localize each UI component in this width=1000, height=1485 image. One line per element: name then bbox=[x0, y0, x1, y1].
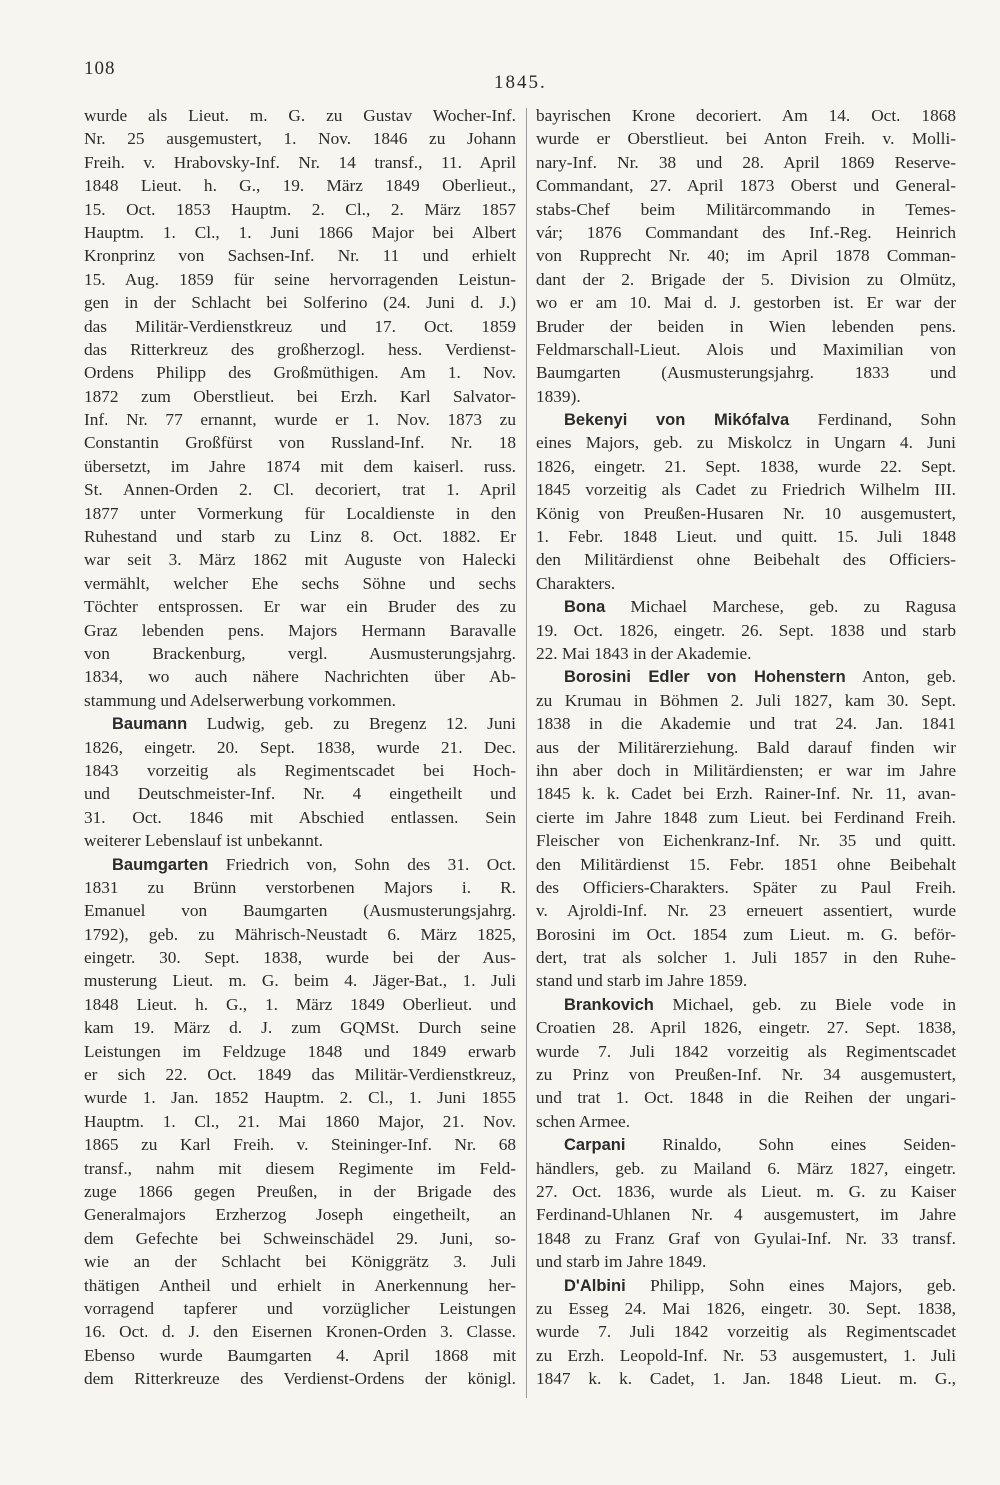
text-line bbox=[536, 736, 956, 759]
left-text-column bbox=[84, 104, 516, 1390]
text-line bbox=[84, 338, 516, 361]
text-line bbox=[536, 829, 956, 852]
text-line bbox=[536, 1227, 956, 1250]
line-text: gen in der Schlacht bei Solferino (24. Juni d. J.) bbox=[84, 293, 516, 313]
line-text: den Militärdienst 15. Febr. 1851 ohne Beibehalt bbox=[536, 854, 956, 874]
text-line bbox=[84, 268, 516, 291]
text-line bbox=[536, 361, 956, 384]
text-line bbox=[536, 1320, 956, 1343]
text-line bbox=[84, 1063, 516, 1086]
line-text: wurde 7. Juli 1842 vorzeitig als Regimentscadet bbox=[536, 1322, 956, 1342]
right-text-column bbox=[536, 104, 956, 1390]
text-line bbox=[84, 525, 516, 548]
line-text: ihn aber doch in Militärdiensten; er war im Jahre bbox=[536, 760, 956, 780]
text-line bbox=[536, 782, 956, 805]
text-line bbox=[536, 712, 956, 735]
text-line bbox=[84, 1203, 516, 1226]
line-text: zu Esseg 24. Mai 1826, eingetr. 30. Sept. 1838, bbox=[536, 1298, 956, 1318]
line-text: 22. Mai 1843 in der Akademie. bbox=[536, 643, 752, 663]
text-line bbox=[84, 478, 516, 501]
line-text: Nr. 25 ausgemustert, 1. Nov. 1846 zu Johann bbox=[84, 129, 516, 149]
line-text: 1843 vorzeitig als Regimentscadet bei Hoch- bbox=[84, 760, 516, 780]
text-line bbox=[84, 1367, 516, 1390]
text-line bbox=[536, 946, 956, 969]
text-line bbox=[536, 385, 956, 408]
text-line bbox=[84, 221, 516, 244]
line-text: aus der Militärerziehung. Bald darauf finden wir bbox=[536, 737, 956, 757]
text-line bbox=[84, 619, 516, 642]
text-line bbox=[84, 1180, 516, 1203]
line-text: wurde er Oberstlieut. bei Anton Freih. v. Molli- bbox=[536, 129, 956, 149]
line-text: weiterer Lebenslauf ist unbekannt. bbox=[84, 831, 323, 851]
line-text: eingetr. 30. Sept. 1838, wurde bei der Aus- bbox=[84, 948, 516, 968]
line-text: wie an der Schlacht bei Königgrätz 3. Juli bbox=[84, 1252, 516, 1272]
line-text: Generalmajors Erzherzog Joseph eingetheilt, an bbox=[84, 1205, 516, 1225]
text-line bbox=[536, 1344, 956, 1367]
line-text: Croatien 28. April 1826, eingetr. 27. Sept. 1838, bbox=[536, 1018, 956, 1038]
line-text: das Ritterkreuz des großherzogl. hess. Verdienst- bbox=[84, 339, 516, 359]
line-text: Philipp, Sohn eines Majors, geb. bbox=[625, 1275, 956, 1295]
text-line bbox=[84, 1274, 516, 1297]
line-text: Friedrich von, Sohn des 31. Oct. bbox=[208, 854, 516, 874]
line-text: 1792), geb. zu Mährisch-Neustadt 6. März 1825, bbox=[84, 924, 516, 944]
text-line bbox=[536, 595, 956, 618]
text-line bbox=[536, 853, 956, 876]
text-line bbox=[536, 1250, 956, 1273]
text-line bbox=[536, 244, 956, 267]
text-line bbox=[536, 806, 956, 829]
line-text: Charakters. bbox=[536, 573, 616, 593]
text-line bbox=[536, 455, 956, 478]
line-text: Hauptm. 1. Cl., 21. Mai 1860 Major, 21. Nov. bbox=[84, 1111, 516, 1131]
text-line bbox=[536, 899, 956, 922]
line-text: zu Erzh. Leopold-Inf. Nr. 53 ausgemustert, 1. Juli bbox=[536, 1345, 956, 1365]
text-line bbox=[84, 899, 516, 922]
text-line bbox=[536, 619, 956, 642]
text-line bbox=[84, 853, 516, 876]
text-line bbox=[536, 1297, 956, 1320]
text-line bbox=[536, 993, 956, 1016]
page-year-heading: 1845. bbox=[494, 72, 547, 93]
line-text: 1847 k. k. Cadet, 1. Jan. 1848 Lieut. m. G., bbox=[536, 1369, 956, 1389]
text-line bbox=[84, 665, 516, 688]
entry-name: D'Albini bbox=[564, 1276, 626, 1295]
line-text: cierte im Jahre 1848 zum Lieut. bei Ferdinand Freih. bbox=[536, 807, 956, 827]
line-text: Commandant, 27. April 1873 Oberst und General- bbox=[536, 176, 956, 196]
text-line bbox=[536, 151, 956, 174]
line-text: Ferdinand, Sohn bbox=[789, 410, 956, 430]
text-line bbox=[536, 431, 956, 454]
text-line bbox=[84, 1086, 516, 1109]
line-text: 31. Oct. 1846 mit Abschied entlassen. Sein bbox=[84, 807, 516, 827]
text-line bbox=[536, 572, 956, 595]
text-line bbox=[84, 759, 516, 782]
entry-name: Bona bbox=[564, 598, 606, 617]
entry-name: Baumann bbox=[112, 715, 188, 734]
text-line bbox=[84, 1320, 516, 1343]
text-line bbox=[536, 1180, 956, 1203]
text-line bbox=[84, 174, 516, 197]
line-text: 1845 k. k. Cadet bei Erzh. Rainer-Inf. Nr. 11, avan- bbox=[536, 784, 956, 804]
line-text: 1831 zu Brünn verstorbenen Majors i. R. bbox=[84, 877, 516, 897]
line-text: 1. Febr. 1848 Lieut. und quitt. 15. Juli 1848 bbox=[536, 527, 956, 547]
text-line bbox=[84, 806, 516, 829]
line-text: dert, trat als solcher 1. Juli 1857 in den Ruhe- bbox=[536, 948, 956, 968]
line-text: stammung und Adelserwerbung vorkommen. bbox=[84, 690, 396, 710]
line-text: 1826, eingetr. 21. Sept. 1838, wurde 22. Sept. bbox=[536, 456, 956, 476]
line-text: das Militär-Verdienstkreuz und 17. Oct. 1859 bbox=[84, 316, 516, 336]
line-text: 27. Oct. 1836, wurde als Lieut. m. G. zu Kaiser bbox=[536, 1181, 956, 1201]
text-line bbox=[536, 1133, 956, 1156]
line-text: übersetzt, im Jahre 1874 mit dem kaiserl. russ. bbox=[84, 456, 516, 476]
text-line bbox=[536, 642, 956, 665]
line-text: 19. Oct. 1826, eingetr. 26. Sept. 1838 und starb bbox=[536, 620, 956, 640]
line-text: Michael, geb. zu Biele vode in bbox=[653, 994, 956, 1014]
text-line bbox=[84, 104, 516, 127]
text-line bbox=[84, 502, 516, 525]
line-text: König von Preußen-Husaren Nr. 10 ausgemustert, bbox=[536, 503, 956, 523]
line-text: von Brackenburg, vergl. Ausmusterungsjahrg. bbox=[84, 643, 516, 663]
line-text: vár; 1876 Commandant des Inf.-Reg. Heinrich bbox=[536, 222, 956, 242]
line-text: Hauptm. 1. Cl., 1. Juni 1866 Major bei Albert bbox=[84, 222, 516, 242]
line-text: wurde 7. Juli 1842 vorzeitig als Regimentscadet bbox=[536, 1041, 956, 1061]
line-text: 1848 zu Franz Graf von Gyulai-Inf. Nr. 33 transf. bbox=[536, 1228, 956, 1248]
line-text: Leistungen im Feldzuge 1848 und 1849 erwarb bbox=[84, 1041, 516, 1061]
line-text: Fleischer von Eichenkranz-Inf. Nr. 35 und quitt. bbox=[536, 831, 956, 851]
text-line bbox=[84, 736, 516, 759]
page-number: 108 bbox=[84, 58, 116, 79]
line-text: Anton, geb. bbox=[845, 667, 956, 687]
line-text: Baumgarten (Ausmusterungsjahrg. 1833 und bbox=[536, 363, 956, 383]
text-line bbox=[84, 876, 516, 899]
line-text: zu Krumau in Böhmen 2. Juli 1827, kam 30. Sept. bbox=[536, 690, 956, 710]
entry-name: Bekenyi von Mikófalva bbox=[564, 411, 790, 430]
line-text: 15. Aug. 1859 für seine hervorragenden Leistun- bbox=[84, 269, 516, 289]
line-text: und trat 1. Oct. 1848 in die Reihen der ungari- bbox=[536, 1088, 956, 1108]
text-line bbox=[84, 1040, 516, 1063]
text-line bbox=[536, 315, 956, 338]
line-text: von Rupprecht Nr. 40; im April 1878 Comman- bbox=[536, 246, 956, 266]
text-line bbox=[536, 174, 956, 197]
line-text: des Officiers-Charakters. Später zu Paul Freih. bbox=[536, 877, 956, 897]
text-line bbox=[84, 127, 516, 150]
line-text: Michael Marchese, geb. zu Ragusa bbox=[605, 597, 956, 617]
text-line bbox=[84, 244, 516, 267]
line-text: Ruhestand und starb zu Linz 8. Oct. 1882. Er bbox=[84, 527, 516, 547]
line-text: dant der 2. Brigade der 5. Division zu Olmütz, bbox=[536, 269, 956, 289]
line-text: Ferdinand-Uhlanen Nr. 4 ausgemustert, im Jahre bbox=[536, 1205, 956, 1225]
line-text: transf., nahm mit diesem Regimente im Feld- bbox=[84, 1158, 516, 1178]
line-text: 1848 Lieut. h. G., 19. März 1849 Oberlieut., bbox=[84, 176, 516, 196]
text-line bbox=[536, 104, 956, 127]
line-text: vorragend tapferer und vorzüglicher Leistungen bbox=[84, 1298, 516, 1318]
line-text: Freih. v. Hrabovsky-Inf. Nr. 14 transf., 11. April bbox=[84, 152, 516, 172]
line-text: 1826, eingetr. 20. Sept. 1838, wurde 21. Dec. bbox=[84, 737, 516, 757]
text-line bbox=[84, 291, 516, 314]
text-line bbox=[536, 1157, 956, 1180]
text-line bbox=[84, 198, 516, 221]
entry-name: Borosini Edler von Hohenstern bbox=[564, 668, 846, 687]
text-line bbox=[84, 1227, 516, 1250]
line-text: den Militärdienst ohne Beibehalt des Officiers- bbox=[536, 550, 956, 570]
text-line bbox=[84, 361, 516, 384]
line-text: bayrischen Krone decoriert. Am 14. Oct. 1868 bbox=[536, 106, 956, 125]
text-line bbox=[84, 923, 516, 946]
line-text: Kronprinz von Sachsen-Inf. Nr. 11 und erhielt bbox=[84, 246, 516, 266]
line-text: 1845 vorzeitig als Cadet zu Friedrich Wilhelm III. bbox=[536, 480, 956, 500]
text-line bbox=[84, 455, 516, 478]
text-line bbox=[536, 923, 956, 946]
column-divider bbox=[526, 108, 527, 1398]
text-line bbox=[84, 1344, 516, 1367]
line-text: Inf. Nr. 77 ernannt, wurde er 1. Nov. 1873 zu bbox=[84, 410, 516, 430]
line-text: 1865 zu Karl Freih. v. Steininger-Inf. Nr. 68 bbox=[84, 1135, 516, 1155]
text-line bbox=[536, 408, 956, 431]
line-text: 1848 Lieut. h. G., 1. März 1849 Oberlieut. und bbox=[84, 994, 516, 1014]
text-line bbox=[84, 548, 516, 571]
text-line bbox=[84, 315, 516, 338]
text-line bbox=[84, 712, 516, 735]
text-line bbox=[536, 876, 956, 899]
line-text: Feldmarschall-Lieut. Alois und Maximilian von bbox=[536, 339, 956, 359]
line-text: eines Majors, geb. zu Miskolcz in Ungarn 4. Juni bbox=[536, 433, 956, 453]
text-line bbox=[536, 127, 956, 150]
text-line bbox=[536, 268, 956, 291]
text-line bbox=[536, 969, 956, 992]
line-text: und Deutschmeister-Inf. Nr. 4 eingetheilt und bbox=[84, 784, 516, 804]
text-line bbox=[536, 548, 956, 571]
text-line bbox=[536, 1367, 956, 1390]
text-line bbox=[536, 525, 956, 548]
line-text: zu Prinz von Preußen-Inf. Nr. 34 ausgemustert, bbox=[536, 1065, 956, 1085]
line-text: schen Armee. bbox=[536, 1111, 631, 1131]
line-text: Töchter entsprossen. Er war ein Bruder des zu bbox=[84, 597, 516, 617]
text-line bbox=[84, 151, 516, 174]
line-text: wurde als Lieut. m. G. zu Gustav Wocher-Inf. bbox=[84, 106, 516, 125]
text-line bbox=[84, 408, 516, 431]
line-text: v. Ajroldi-Inf. Nr. 23 erneuert assentiert, wurde bbox=[536, 901, 956, 921]
line-text: 1872 zum Oberstlieut. bei Erzh. Karl Salvator- bbox=[84, 386, 516, 406]
text-line bbox=[84, 1297, 516, 1320]
text-line bbox=[536, 1063, 956, 1086]
text-line bbox=[536, 1016, 956, 1039]
text-line bbox=[84, 431, 516, 454]
line-text: musterung Lieut. m. G. beim 4. Jäger-Bat., 1. Juli bbox=[84, 971, 516, 991]
text-line bbox=[536, 759, 956, 782]
text-line bbox=[84, 1157, 516, 1180]
line-text: kam 19. März d. J. zum GQMSt. Durch seine bbox=[84, 1018, 516, 1038]
text-line bbox=[536, 1274, 956, 1297]
line-text: und starb im Jahre 1849. bbox=[536, 1252, 707, 1272]
text-line bbox=[536, 689, 956, 712]
entry-name: Baumgarten bbox=[112, 855, 209, 874]
line-text: 1838 in die Akademie und trat 24. Jan. 1841 bbox=[536, 714, 956, 734]
text-line bbox=[84, 946, 516, 969]
text-line bbox=[84, 782, 516, 805]
text-line bbox=[84, 385, 516, 408]
text-line bbox=[536, 1040, 956, 1063]
text-line bbox=[536, 1110, 956, 1133]
text-line bbox=[536, 198, 956, 221]
line-text: war seit 3. März 1862 mit Auguste von Halecki bbox=[84, 550, 516, 570]
entry-name: Brankovich bbox=[564, 995, 654, 1014]
line-text: 1877 unter Vormerkung für Localdienste in den bbox=[84, 503, 516, 523]
line-text: 1839). bbox=[536, 386, 581, 406]
text-line bbox=[84, 595, 516, 618]
text-line bbox=[84, 1133, 516, 1156]
text-line bbox=[536, 502, 956, 525]
line-text: stabs-Chef beim Militärcommando in Temes- bbox=[536, 199, 956, 219]
entry-name: Carpani bbox=[564, 1136, 626, 1155]
line-text: vermählt, welcher Ehe sechs Söhne und sechs bbox=[84, 573, 516, 593]
line-text: 1834, wo auch nähere Nachrichten über Ab- bbox=[84, 667, 516, 687]
line-text: St. Annen-Orden 2. Cl. decoriert, trat 1. April bbox=[84, 480, 516, 500]
text-line bbox=[536, 665, 956, 688]
text-line bbox=[84, 1016, 516, 1039]
line-text: dem Gefechte bei Schweinschädel 29. Juni, so- bbox=[84, 1228, 516, 1248]
line-text: Bruder der beiden in Wien lebenden pens. bbox=[536, 316, 956, 336]
line-text: zuge 1866 gegen Preußen, in der Brigade des bbox=[84, 1181, 516, 1201]
line-text: thätigen Antheil und erhielt in Anerkennung her- bbox=[84, 1275, 516, 1295]
text-line bbox=[84, 993, 516, 1016]
line-text: stand und starb im Jahre 1859. bbox=[536, 971, 748, 991]
text-line bbox=[536, 478, 956, 501]
text-line bbox=[84, 642, 516, 665]
line-text: Ordens Philipp des Großmüthigen. Am 1. Nov. bbox=[84, 363, 516, 383]
line-text: nary-Inf. Nr. 38 und 28. April 1869 Reserve- bbox=[536, 152, 956, 172]
text-line bbox=[84, 969, 516, 992]
line-text: Borosini im Oct. 1854 zum Lieut. m. G. beför- bbox=[536, 924, 956, 944]
line-text: Ludwig, geb. zu Bregenz 12. Juni bbox=[187, 714, 516, 734]
text-line bbox=[84, 572, 516, 595]
line-text: Ebenso wurde Baumgarten 4. April 1868 mit bbox=[84, 1345, 516, 1365]
line-text: 15. Oct. 1853 Hauptm. 2. Cl., 2. März 1857 bbox=[84, 199, 516, 219]
text-line bbox=[84, 829, 516, 852]
line-text: Rinaldo, Sohn eines Seiden- bbox=[625, 1135, 956, 1155]
text-line bbox=[84, 1250, 516, 1273]
text-line bbox=[536, 338, 956, 361]
line-text: wurde 1. Jan. 1852 Hauptm. 2. Cl., 1. Juni 1855 bbox=[84, 1088, 516, 1108]
line-text: 16. Oct. d. J. den Eisernen Kronen-Orden 3. Classe. bbox=[84, 1322, 516, 1342]
text-line bbox=[536, 291, 956, 314]
line-text: er sich 22. Oct. 1849 das Militär-Verdienstkreuz, bbox=[84, 1065, 516, 1085]
text-line bbox=[84, 689, 516, 712]
line-text: dem Ritterkreuze des Verdienst-Ordens der königl. bbox=[84, 1369, 516, 1389]
text-line bbox=[536, 1086, 956, 1109]
line-text: Constantin Großfürst von Russland-Inf. Nr. 18 bbox=[84, 433, 516, 453]
text-line bbox=[84, 1110, 516, 1133]
line-text: wo er am 10. Mai d. J. gestorben ist. Er war der bbox=[536, 293, 956, 313]
text-line bbox=[536, 1203, 956, 1226]
line-text: Emanuel von Baumgarten (Ausmusterungsjahrg. bbox=[84, 901, 516, 921]
text-line bbox=[536, 221, 956, 244]
line-text: händlers, geb. zu Mailand 6. März 1827, eingetr. bbox=[536, 1158, 956, 1178]
line-text: Graz lebenden pens. Majors Hermann Baravalle bbox=[84, 620, 516, 640]
